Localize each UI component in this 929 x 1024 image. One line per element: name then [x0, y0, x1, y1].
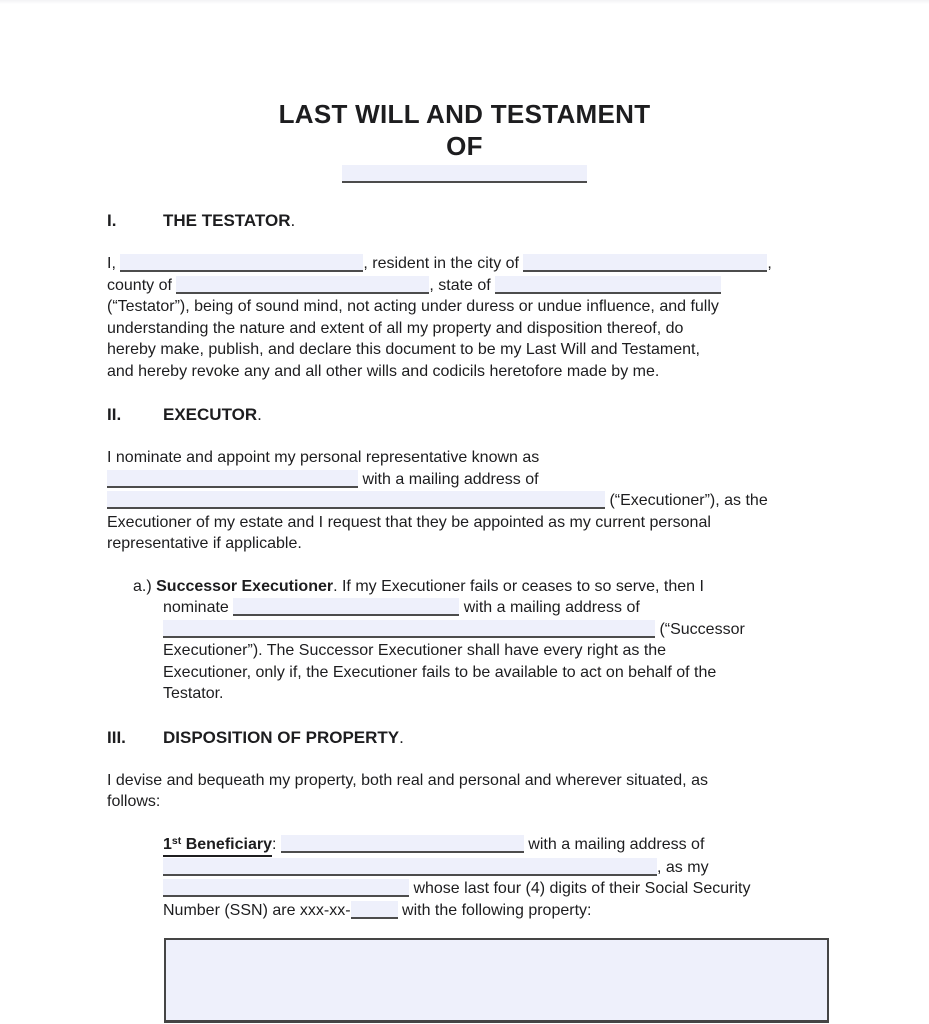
beneficiary-address-field[interactable]	[163, 858, 657, 876]
section-heading-testator	[107, 210, 822, 232]
text-line	[107, 361, 822, 383]
text-run: THE TESTATOR	[163, 211, 291, 230]
disposition-paragraph	[107, 770, 822, 813]
property-description-box[interactable]	[164, 938, 829, 1023]
text-run: nominate	[163, 599, 234, 616]
text-run: a.)	[133, 577, 157, 595]
executor-address-field[interactable]	[107, 491, 605, 509]
text-run: , as my	[657, 858, 709, 876]
text-run: with the following property:	[397, 901, 592, 919]
successor-executor-name-field[interactable]	[233, 598, 459, 616]
text-run: :	[271, 835, 281, 853]
text-run: (“Successor	[655, 620, 745, 638]
text-run: follows:	[107, 793, 161, 810]
title-block	[107, 0, 822, 188]
state-field[interactable]	[495, 276, 721, 294]
text-line	[107, 857, 822, 879]
text-run: (“Executioner”), as the	[605, 492, 768, 509]
text-run: st	[171, 834, 182, 847]
text-run: III.	[107, 727, 126, 747]
text-run: Beneficiary	[181, 835, 272, 853]
text-run: II.	[107, 405, 122, 424]
text-run: Executioner of my estate and I request that they be appointed as my current personal	[107, 513, 711, 531]
text-run: .	[257, 405, 262, 424]
text-run: representative if applicable.	[107, 535, 302, 552]
text-line	[107, 640, 822, 662]
text-line	[107, 791, 822, 813]
text-line	[107, 770, 822, 792]
text-line	[107, 318, 822, 340]
text-line	[107, 490, 822, 512]
section-heading-executor	[107, 404, 822, 426]
text-run: .	[290, 211, 296, 230]
first-beneficiary-paragraph	[107, 834, 822, 922]
text-run: ,	[767, 255, 772, 272]
testator-name-field[interactable]	[120, 254, 363, 272]
text-line	[107, 339, 822, 361]
text-run: OF	[446, 131, 483, 161]
city-field[interactable]	[523, 254, 767, 272]
text-line	[107, 253, 822, 275]
scan-artifact-strip	[0, 0, 929, 4]
text-line	[107, 162, 822, 188]
successor-executor-address-field[interactable]	[163, 620, 655, 638]
text-run: . If my Executioner fails or ceases to so serve, then I	[333, 577, 704, 595]
text-run: Testator.	[163, 685, 224, 702]
text-run: with a mailing address of	[358, 470, 539, 488]
text-run: I.	[107, 211, 117, 230]
text-line	[107, 900, 822, 922]
text-run: I,	[107, 255, 121, 272]
text-run: I nominate and appoint my personal representative known as	[107, 449, 540, 466]
text-line	[107, 597, 822, 619]
executor-name-field[interactable]	[107, 470, 358, 488]
text-run: , state of	[429, 276, 496, 294]
text-run: and hereby revoke any and all other wills and codicils heretofore made by me.	[107, 362, 660, 380]
text-run: EXECUTOR	[163, 405, 258, 424]
text-run: Executioner, only if, the Executioner fails to be available to act on behalf of the	[163, 663, 717, 681]
text-run: LAST WILL AND TESTAMENT	[278, 99, 651, 129]
text-line	[107, 662, 822, 684]
testator-paragraph	[107, 253, 822, 382]
text-run: Executioner”). The Successor Executioner shall have every right as the	[163, 642, 667, 659]
text-line	[107, 727, 822, 749]
text-run: whose last four (4) digits of their Social Security	[409, 880, 751, 897]
text-run: (“Testator”), being of sound mind, not acting under duress or undue influence, and fully	[107, 298, 719, 315]
text-line	[107, 533, 822, 555]
text-line	[107, 576, 822, 598]
text-line	[107, 210, 822, 232]
text-line	[107, 469, 822, 491]
text-run: 1	[163, 835, 172, 853]
beneficiary-relationship-field[interactable]	[163, 879, 409, 897]
text-run: .	[399, 727, 404, 747]
text-run: , resident in the city of	[363, 255, 524, 272]
text-run: I devise and bequeath my property, both real and personal and wherever situated, as	[107, 771, 708, 789]
beneficiary-ssn-field[interactable]	[351, 901, 398, 919]
text-run: with a mailing address of	[459, 599, 640, 616]
successor-executor-paragraph	[107, 576, 822, 705]
text-line	[107, 834, 822, 857]
text-run: DISPOSITION OF PROPERTY	[163, 727, 400, 747]
text-run: hereby make, publish, and declare this document to be my Last Will and Testament,	[107, 341, 700, 358]
text-run: with a mailing address of	[523, 835, 705, 853]
text-run: Number (SSN) are xxx-xx-	[163, 901, 351, 919]
testator-name-title-field[interactable]	[342, 165, 587, 183]
text-line	[107, 683, 822, 705]
text-line	[107, 619, 822, 641]
text-line	[107, 98, 822, 130]
county-field[interactable]	[176, 276, 429, 294]
text-line	[107, 512, 822, 534]
underlined-label	[163, 836, 272, 857]
text-line	[107, 130, 822, 162]
text-line	[107, 296, 822, 318]
text-run: understanding the nature and extent of all my property and disposition thereof, do	[107, 319, 684, 337]
executor-paragraph	[107, 447, 822, 555]
text-run: county of	[107, 276, 177, 294]
text-run: Successor Executioner	[156, 577, 334, 595]
section-heading-disposition	[107, 727, 822, 749]
text-line	[107, 447, 822, 469]
beneficiary-name-field[interactable]	[281, 835, 524, 853]
text-line	[107, 275, 822, 297]
text-line	[107, 878, 822, 900]
text-line	[107, 404, 822, 426]
